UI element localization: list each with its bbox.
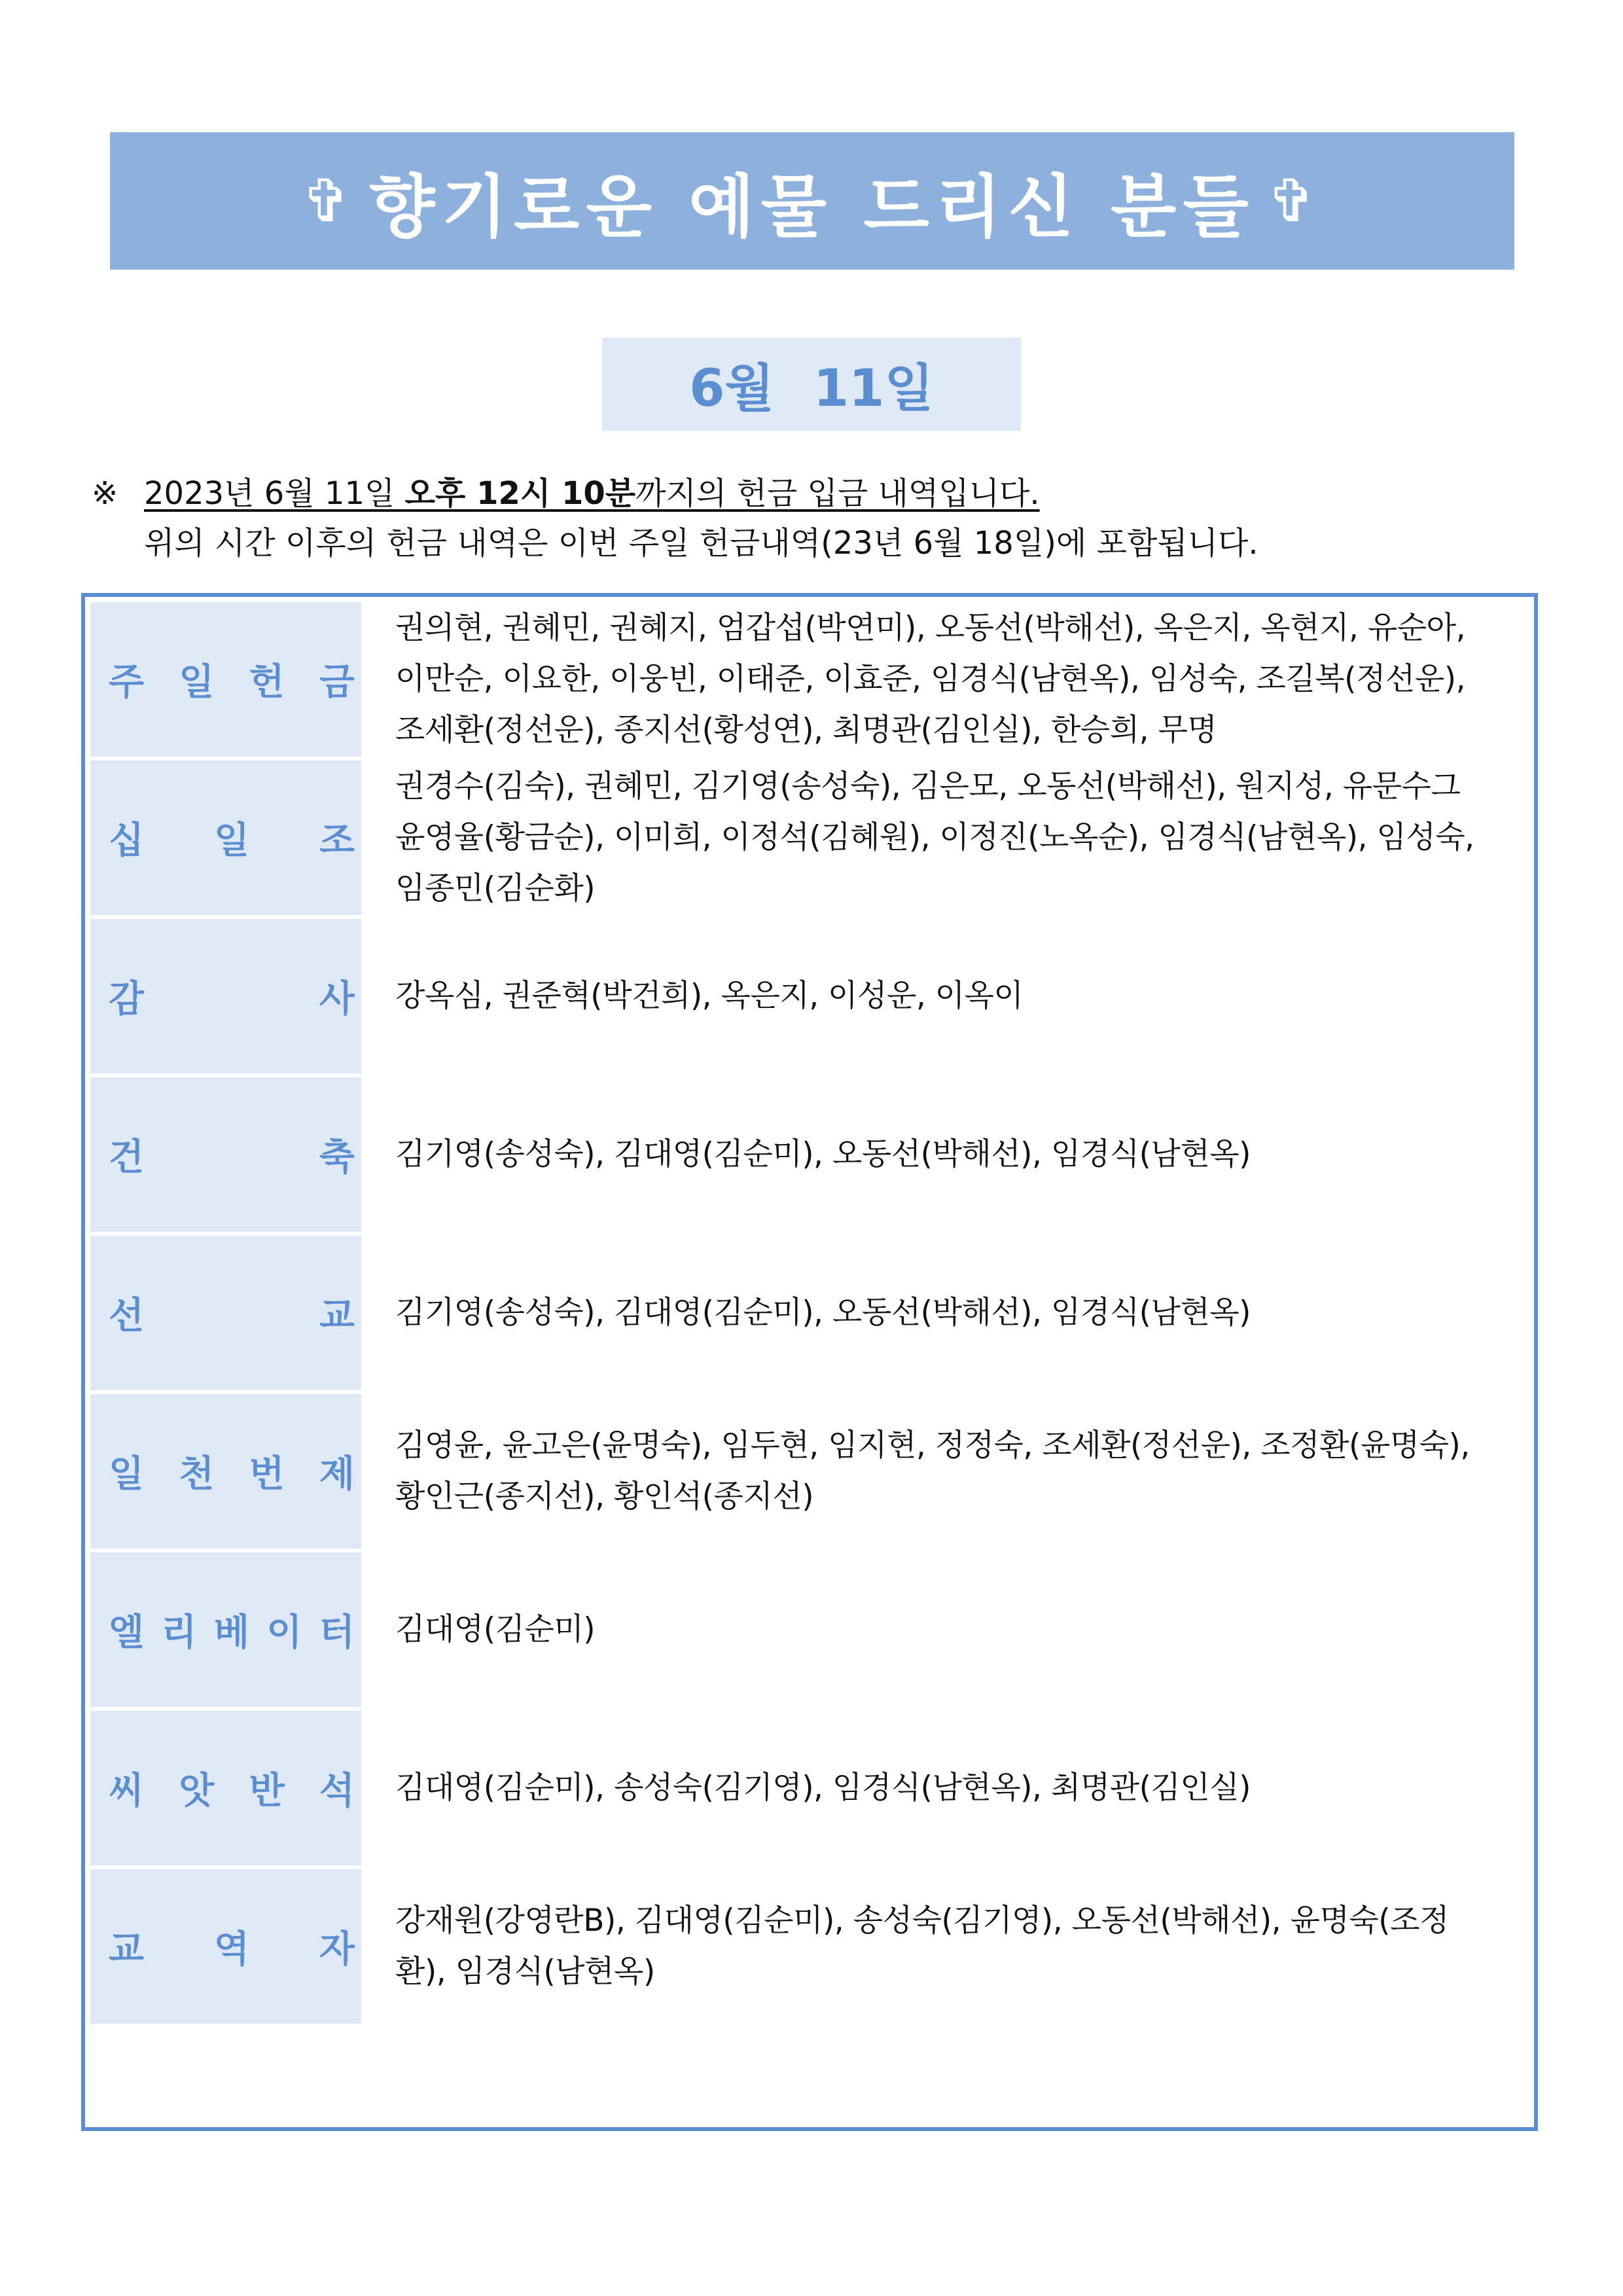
- row-label-char: 교: [109, 1928, 145, 1971]
- row-label-char: 사: [319, 978, 355, 1020]
- notice-time: 오후 12시 10분: [404, 475, 636, 512]
- row-names: 김대영(김순미): [395, 1611, 596, 1647]
- row-label: [90, 919, 361, 1073]
- row-names: 김기영(송성숙), 김대영(김순미), 오동선(박해선), 임경식(남현옥): [395, 1136, 1251, 1172]
- row-label-char: 베: [213, 1611, 250, 1654]
- row-label-char: 역: [213, 1928, 250, 1971]
- offering-table: [81, 593, 1538, 2131]
- table-row: [90, 915, 1534, 1073]
- page-title: 향기로운 예물 드리신 분들: [369, 167, 1255, 247]
- row-names: 권경수(김숙), 권혜민, 김기영(송성숙), 김은모, 오동선(박해선), 원지성, 유문수그 윤영율(황금순), 이미희, 이정석(김혜원), 이정진(노옥순), 임경식(남현옥), 임성숙, 임종민(김순화): [395, 768, 1474, 906]
- row-label-char: 앗: [179, 1770, 215, 1812]
- row-label-char: 건: [109, 1136, 145, 1179]
- row-label: [90, 602, 361, 757]
- row-label-char: 엘: [109, 1611, 145, 1654]
- row-label-char: 번: [249, 1453, 285, 1496]
- table-row: [90, 1073, 1534, 1232]
- row-label: [90, 1394, 361, 1549]
- table-row: [90, 1707, 1534, 1865]
- row-label-char: 십: [109, 819, 145, 862]
- row-label-char: 석: [319, 1770, 355, 1812]
- date-box: [602, 338, 1021, 431]
- row-label-char: 일: [213, 819, 250, 862]
- row-label: [90, 761, 361, 915]
- row-label-char: 선: [109, 1295, 145, 1337]
- cross-icon-left: ✞: [301, 166, 358, 236]
- date-month: 6월: [689, 359, 774, 418]
- table-row: [90, 757, 1534, 915]
- row-names: 강재원(강영란B), 김대영(김순미), 송성숙(김기영), 오동선(박해선), 윤명숙(조정환), 임경식(남현옥): [395, 1903, 1449, 1990]
- notice-date: 2023년 6월 11일: [144, 475, 405, 512]
- row-label-char: 감: [109, 978, 145, 1020]
- notice-suffix: 까지의 헌금 입금 내역입니다.: [635, 475, 1040, 512]
- row-label-char: 반: [249, 1770, 285, 1812]
- row-label-char: 축: [319, 1136, 355, 1179]
- row-label-char: 자: [319, 1928, 355, 1971]
- table-row: [90, 1390, 1534, 1549]
- row-label: [90, 1077, 361, 1232]
- row-label-char: 씨: [109, 1770, 145, 1812]
- table-row: [90, 602, 1534, 757]
- table-row: [90, 1232, 1534, 1390]
- table-row: [90, 1865, 1534, 2024]
- row-label-char: 일: [109, 1453, 145, 1496]
- row-label-char: 교: [319, 1295, 355, 1337]
- row-label-char: 일: [179, 661, 215, 704]
- row-label: [90, 1236, 361, 1390]
- row-label-char: 천: [179, 1453, 215, 1496]
- notice-line-2: 위의 시간 이후의 헌금 내역은 이번 주일 헌금내역(23년 6월 18일)에 포함됩니다.: [144, 525, 1258, 562]
- cross-icon-right: ✞: [1266, 166, 1323, 236]
- row-label: [90, 1869, 361, 2024]
- notice: [92, 469, 1564, 568]
- notice-line-1: [92, 469, 1564, 518]
- row-names: 김기영(송성숙), 김대영(김순미), 오동선(박해선), 임경식(남현옥): [395, 1295, 1251, 1331]
- date-day: 11일: [813, 359, 934, 418]
- row-label-char: 조: [319, 819, 355, 862]
- row-label-char: 주: [109, 661, 145, 704]
- row-label: [90, 1711, 361, 1865]
- row-names: 강옥심, 권준혁(박건희), 옥은지, 이성운, 이옥이: [395, 978, 1024, 1014]
- reference-mark: ※: [92, 475, 118, 512]
- row-label: [90, 1552, 361, 1707]
- row-label-char: 이: [266, 1611, 302, 1654]
- row-label-char: 헌: [249, 661, 285, 704]
- row-label-char: 제: [319, 1453, 355, 1496]
- row-label-char: 금: [319, 661, 355, 704]
- row-label-char: 리: [161, 1611, 197, 1654]
- title-banner: [110, 132, 1514, 270]
- row-names: 김영윤, 윤고은(윤명숙), 임두현, 임지현, 정정숙, 조세환(정선운), 조정환(윤명숙), 황인근(종지선), 황인석(종지선): [395, 1427, 1470, 1515]
- row-names: 권의현, 권혜민, 권혜지, 엄갑섭(박연미), 오동선(박해선), 옥은지, 옥현지, 유순아, 이만순, 이요한, 이웅빈, 이태준, 이효준, 임경식(남현옥), 임성숙, 조길복(정선운), 조세환(정선운), 종지선(황성연), 최명관(김인실), 한승희, 무명: [395, 610, 1466, 748]
- table-row: [90, 1549, 1534, 1707]
- row-label-char: 터: [319, 1611, 355, 1654]
- row-names: 김대영(김순미), 송성숙(김기영), 임경식(남현옥), 최명관(김인실): [395, 1770, 1251, 1806]
- notice-text: [144, 469, 1040, 518]
